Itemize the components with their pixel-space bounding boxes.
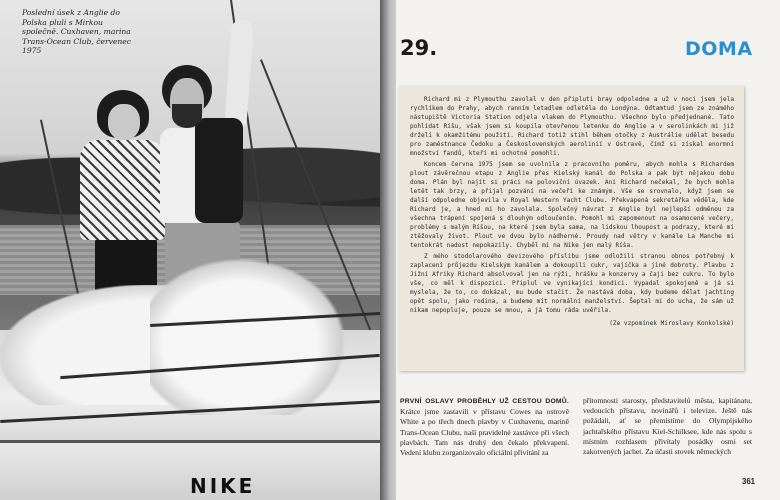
woman-sweater bbox=[80, 140, 165, 240]
memoir-excerpt bbox=[399, 86, 744, 371]
body-column-1 bbox=[400, 396, 569, 496]
memoir-paragraph: Richard mi z Plymouthu zavolal v den připluti bray odpoledne a už v noci jsem jela rychlíkem do Prahy, abych ranním letadlem odletěla do Londýna. Odtamtud jsem ze známého nástupiště Victoria Station odjela vlakem do Plymouthu. Všechno bylo předjednané. Tato pohlídat Ríšu, však jsem si koupila otevřenou letenku do Anglie a v serolinkách mi již drželi k okamžitému použití. Richard totiž stihl během otočky z Austrálie udělat besedu pro zaměstnance Čedoku a Československých aerolinií v Ostravě, čímž si získal enormní množství fandů, kteří mi ochotně pomohli. bbox=[410, 96, 734, 157]
body-text bbox=[400, 396, 752, 496]
man-beard bbox=[172, 104, 202, 128]
photograph bbox=[0, 0, 388, 500]
memoir-paragraph: Z mého stodolarového devizového příslibu jsme odložili stranou obnos potřebný k zaplacení průjezdu Kielským kanálem a dokoupili cukr, vajíčka a jiné dobroty. Plavbu z Jižní Afriky Richard absolvoval jen na rýži, hrášku a konzervy a čaji bez cukru. To bylo vše, co měl k dispozici. Připlul ve vynikající kondici. Vypadal spokojeně a já si myslela, že to, co dokázal, mu bude stačit. Že nastává doba, kdy budeme dělat jachting opět spolu, jako rodina, a budeme mít normální manželství. Šeptal mi do ucha, že sám už nikam nepopluje, pouze se mnou, a já tomu ráda uvěřila. bbox=[410, 253, 734, 314]
body-column-2: přítomnosti starosty, představitelů města, kapitánatu, vedoucích přístavu, novinářů i televize. Ještě nás požádali, ať se přemístíme do Olympijského jachtařského přístavu Kiel-Schilksee, kde nás spolu s místním rozhlasem přivítaly posádky osmi set zakotvených jachet. Za účasti stovek německých bbox=[583, 396, 752, 457]
woman-face bbox=[108, 104, 140, 140]
photo-caption: Poslední úsek z Anglie do Polska pluli s Mirkou společně. Cuxhaven, marina Trans-Ocean Club, červenec 1975 bbox=[22, 8, 131, 56]
memoir-paragraph: Koncem června 1975 jsem se uvolnila z pracovního poměru, abych mohla s Richardem plout závěrečnou etapu z Anglie přes Kielský kanál do Polska a pak být nějakou dobu doma. Plán byl najít si práci na poloviční úvazek. Ani Richard nečekal, že bych mohla letět tak brzy, a přijal pozvání na večeří ke známým. Vše se srovnalo, když jsem se další odpoledne objevila v Royal Western Yacht Clubu. Překvapená sekretářka věděla, kde Richard je, a hned mi ho zavolala. Společný návrat z Anglie byl nejlepší odměnou za všechna trápení spojená s dlouhým odloučením. Pomohl mi zapomenout na osamocené večery, problémy s malým Ríšou, na které jsem byla sama, na lidskou lhoupost a podrazy, které mi ztěžovaly život. Plout ve dvou bylo nádherné. Proudy nad větry v kanále La Manche mi tentokrát nadost nepokazily. Chyběl mi na Nike jen malý Ríša. bbox=[410, 161, 734, 249]
man-vest bbox=[195, 118, 243, 223]
page-number: 361 bbox=[742, 477, 756, 486]
chapter-title: DOMA bbox=[685, 38, 753, 60]
chapter-number: 29. bbox=[400, 36, 438, 60]
memoir-source: (Ze vzpomínek Miroslavy Konkolské) bbox=[609, 320, 734, 327]
boat-name: NIKE bbox=[190, 474, 256, 498]
body-column-1-text: Krátce jsme zastavili v přístavu Cowes na ostrově White a po třech dnech plavby v Cuxhavenu, marině Trans-Ocean Clubu, naší pravidelné zastávce při všech plavbách. Tam nás druhý den čekalo překvapení. Vedení klubu zorganizovalo oficiální přivítání za bbox=[400, 407, 569, 458]
lead-in: PRVNÍ OSLAVY PROBĚHLY UŽ CESTOU DOMŮ. bbox=[400, 398, 569, 405]
furled-sail bbox=[150, 255, 350, 415]
